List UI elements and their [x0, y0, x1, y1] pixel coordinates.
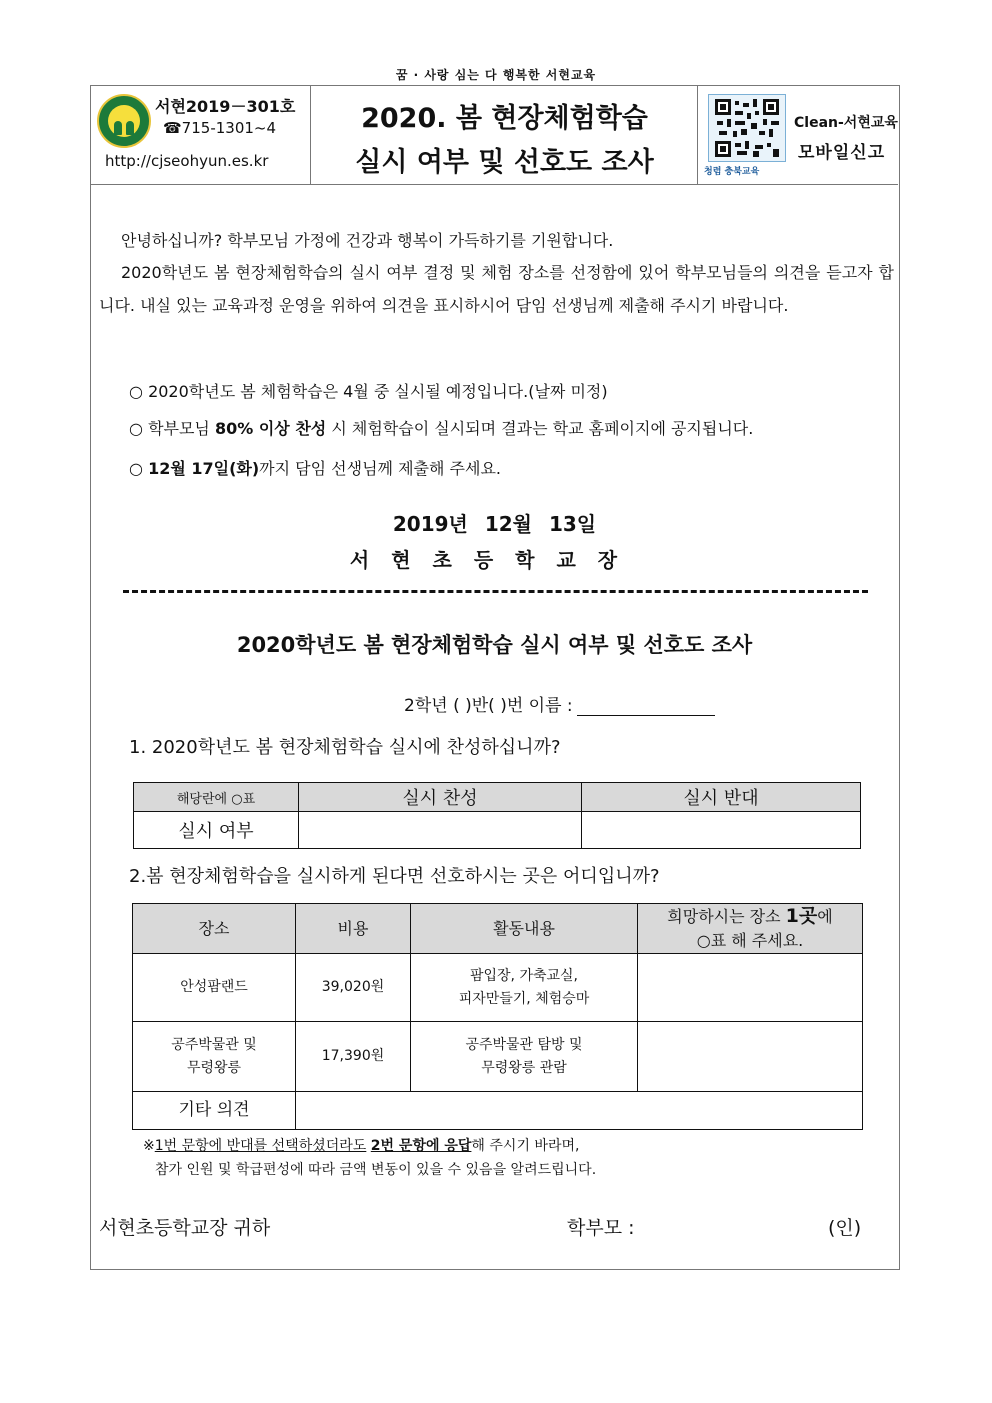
- seal-mark: (인): [828, 1217, 862, 1239]
- circle-bullet-icon: ○: [129, 419, 143, 438]
- phone-number: ☎715-1301~4: [163, 119, 277, 137]
- qr-caption: 청렴 충북교육: [704, 167, 760, 177]
- qr-code-icon: [708, 94, 786, 162]
- mark-instruction-header: 해당란에 ○표: [134, 783, 299, 812]
- question-2: 2.봄 현장체험학습을 실시하게 된다면 선호하시는 곳은 어디입니까?: [129, 866, 660, 887]
- clean-label: Clean-서현교육: [794, 115, 898, 131]
- bullet-text: 학부모님: [148, 419, 210, 438]
- activity-cell: 팜입장, 가축교실, 피자만들기, 체험승마: [411, 954, 638, 1022]
- circle-bullet-icon: ○: [129, 459, 143, 478]
- note-text: 해 주시기 바라며,: [471, 1138, 580, 1154]
- student-info-line: [404, 691, 715, 716]
- school-motto: 꿈 · 사랑 심는 다 행복한 서현교육: [395, 68, 597, 82]
- document-frame: [90, 85, 900, 1270]
- note-mark: ※: [143, 1138, 155, 1154]
- document-title-line2: 실시 여부 및 선호도 조사: [355, 147, 654, 178]
- addressee: 서현초등학교장 귀하: [99, 1217, 271, 1239]
- activity-header: 활동내용: [411, 904, 638, 954]
- bullet-emphasis: 12월 17일(화): [148, 459, 260, 478]
- oppose-cell[interactable]: [582, 812, 861, 849]
- choice-cell[interactable]: [638, 1022, 863, 1092]
- preference-table: [132, 903, 863, 1130]
- table-row: [133, 1022, 863, 1092]
- other-opinion-cell[interactable]: [296, 1092, 863, 1130]
- circle-bullet-icon: ○: [129, 382, 143, 401]
- approve-header: 실시 찬성: [299, 783, 582, 812]
- name-blank-field[interactable]: [577, 699, 715, 716]
- approve-cell[interactable]: [299, 812, 582, 849]
- table-row: [133, 954, 863, 1022]
- note-bold: 2번 문항에 응답: [370, 1138, 472, 1154]
- bullet-text: 까지 담임 선생님께 제출해 주세요.: [259, 459, 501, 478]
- school-logo-icon: [97, 94, 151, 148]
- issue-date: 2019년 12월 13일: [392, 512, 597, 536]
- bullet-emphasis: 80% 이상 찬성: [214, 419, 327, 438]
- cost-header: 비용: [296, 904, 411, 954]
- cut-line: [123, 590, 868, 593]
- bullet-text: 시 체험학습이 실시되며 결과는 학교 홈페이지에 공지됩니다.: [331, 419, 754, 438]
- place-cell: 공주박물관 및 무령왕릉: [133, 1022, 296, 1092]
- footnote: [143, 1134, 596, 1182]
- cost-cell: 39,020원: [296, 954, 411, 1022]
- bullet-schedule: [129, 379, 608, 402]
- greeting-text: 안녕하십니까? 학부모님 가정에 건강과 행복이 가득하기를 기원합니다.: [121, 231, 614, 250]
- oppose-header: 실시 반대: [582, 783, 861, 812]
- table-row: [133, 1092, 863, 1130]
- note-underlined: 1번 문항에 반대를 선택하셨더라도: [154, 1138, 367, 1154]
- document-number: 서현2019－301호: [155, 97, 296, 116]
- bullet-deadline: [129, 456, 501, 479]
- choice-header: 희망하시는 장소 1곳에 ○표 해 주세요.: [638, 904, 863, 954]
- place-header: 장소: [133, 904, 296, 954]
- intro-paragraph: 2020학년도 봄 현장체험학습의 실시 여부 결정 및 체험 장소를 선정함에 있어 학부모님들의 의견을 듣고자 합니다. 내실 있는 교육과정 운영을 위하여 의견을 표시하시어 담임 선생님께 제출해 주시기 바랍니다.: [99, 263, 894, 315]
- approval-table: [133, 782, 861, 849]
- activity-cell: 공주박물관 탐방 및 무령왕릉 관람: [411, 1022, 638, 1092]
- student-info-label: 2학년 ( )반( )번 이름 :: [404, 696, 573, 716]
- school-principal: 서현초등학교장: [349, 548, 640, 572]
- header-title-cell: [311, 86, 698, 184]
- place-cell: 안성팜랜드: [133, 954, 296, 1022]
- mobile-report-label: 모바일신고: [798, 143, 886, 163]
- question-1: 1. 2020학년도 봄 현장체험학습 실시에 찬성하십니까?: [129, 737, 561, 758]
- bullet-approval: [129, 416, 753, 439]
- row-label: 실시 여부: [134, 812, 299, 849]
- note-line2: 참가 인원 및 학급편성에 따라 금액 변동이 있을 수 있음을 알려드립니다.: [155, 1162, 597, 1178]
- header-info-cell: [91, 86, 311, 184]
- header-table: [91, 86, 898, 185]
- document-title-line1: 2020. 봄 현장체험학습: [361, 103, 648, 134]
- other-opinion-label: 기타 의견: [133, 1092, 296, 1130]
- parent-signature-label: 학부모 :: [567, 1217, 635, 1239]
- form-title: 2020학년도 봄 현장체험학습 실시 여부 및 선호도 조사: [236, 633, 753, 657]
- cost-cell: 17,390원: [296, 1022, 411, 1092]
- school-url: http://cjseohyun.es.kr: [105, 152, 269, 170]
- header-report-cell: [698, 86, 898, 184]
- choice-cell[interactable]: [638, 954, 863, 1022]
- bullet-text: 2020학년도 봄 체험학습은 4월 중 실시될 예정입니다.(날짜 미정): [148, 382, 608, 401]
